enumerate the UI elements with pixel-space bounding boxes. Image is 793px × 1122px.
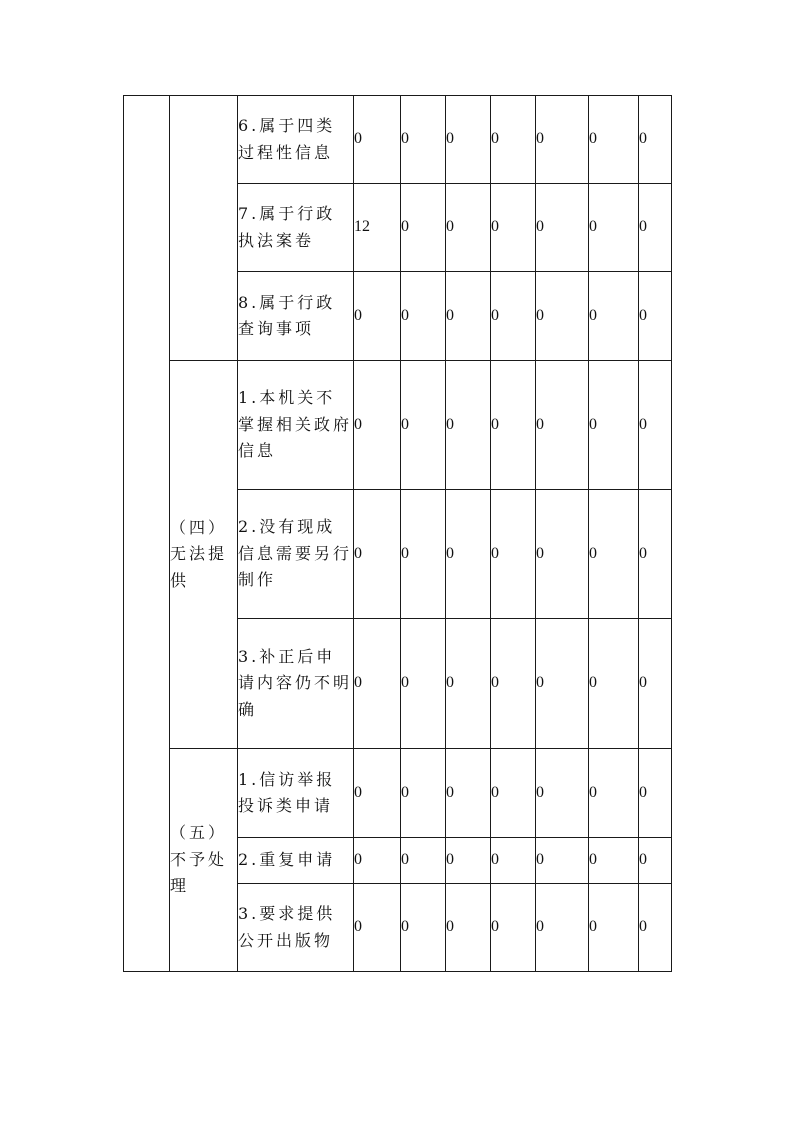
value-cell: 0	[354, 96, 401, 184]
value-cell: 0	[354, 884, 401, 972]
value-cell: 0	[401, 184, 446, 272]
value-cell: 0	[401, 361, 446, 490]
group-cell-empty	[170, 96, 238, 361]
value-cell: 0	[589, 490, 639, 619]
row-label: 7.属于行政执法案卷	[238, 184, 354, 272]
value-cell: 0	[589, 838, 639, 884]
value-cell: 0	[354, 749, 401, 838]
value-cell: 0	[354, 272, 401, 361]
value-cell: 0	[589, 361, 639, 490]
value-cell: 0	[536, 361, 589, 490]
row-label: 3.补正后申请内容仍不明确	[238, 619, 354, 749]
row-label: 8.属于行政查询事项	[238, 272, 354, 361]
value-cell: 0	[639, 184, 672, 272]
value-cell: 0	[491, 272, 536, 361]
value-cell: 0	[589, 184, 639, 272]
value-cell: 0	[401, 749, 446, 838]
outer-category-cell	[124, 96, 170, 972]
value-cell: 0	[639, 361, 672, 490]
value-cell: 0	[536, 749, 589, 838]
value-cell: 0	[354, 619, 401, 749]
value-cell: 0	[536, 838, 589, 884]
row-label: 6.属于四类过程性信息	[238, 96, 354, 184]
value-cell: 0	[491, 838, 536, 884]
group-title: （五）不予处理	[170, 749, 238, 972]
value-cell: 0	[401, 272, 446, 361]
value-cell: 0	[589, 96, 639, 184]
value-cell: 0	[446, 272, 491, 361]
row-label: 1.本机关不掌握相关政府信息	[238, 361, 354, 490]
value-cell: 0	[536, 884, 589, 972]
value-cell: 0	[639, 490, 672, 619]
value-cell: 0	[589, 272, 639, 361]
table-row	[124, 749, 672, 838]
value-cell: 0	[639, 884, 672, 972]
value-cell: 0	[536, 184, 589, 272]
value-cell: 0	[491, 184, 536, 272]
table-row	[124, 361, 672, 490]
value-cell: 0	[639, 749, 672, 838]
value-cell: 0	[354, 838, 401, 884]
value-cell: 0	[536, 490, 589, 619]
value-cell: 0	[446, 619, 491, 749]
value-cell: 0	[536, 96, 589, 184]
value-cell: 12	[354, 184, 401, 272]
value-cell: 0	[589, 619, 639, 749]
value-cell: 0	[491, 361, 536, 490]
value-cell: 0	[446, 490, 491, 619]
value-cell: 0	[491, 884, 536, 972]
row-label: 1.信访举报投诉类申请	[238, 749, 354, 838]
value-cell: 0	[446, 838, 491, 884]
value-cell: 0	[446, 96, 491, 184]
value-cell: 0	[639, 619, 672, 749]
group-title: （四）无法提供	[170, 361, 238, 749]
value-cell: 0	[446, 361, 491, 490]
value-cell: 0	[491, 619, 536, 749]
value-cell: 0	[401, 619, 446, 749]
value-cell: 0	[589, 749, 639, 838]
value-cell: 0	[401, 96, 446, 184]
disclosure-table	[123, 95, 672, 972]
value-cell: 0	[401, 884, 446, 972]
table-row	[124, 96, 672, 184]
value-cell: 0	[446, 184, 491, 272]
value-cell: 0	[589, 884, 639, 972]
value-cell: 0	[639, 272, 672, 361]
value-cell: 0	[354, 361, 401, 490]
value-cell: 0	[491, 749, 536, 838]
value-cell: 0	[639, 838, 672, 884]
value-cell: 0	[354, 490, 401, 619]
value-cell: 0	[401, 490, 446, 619]
row-label: 2.没有现成信息需要另行制作	[238, 490, 354, 619]
value-cell: 0	[401, 838, 446, 884]
row-label: 2.重复申请	[238, 838, 354, 884]
value-cell: 0	[639, 96, 672, 184]
value-cell: 0	[491, 96, 536, 184]
value-cell: 0	[446, 884, 491, 972]
value-cell: 0	[536, 619, 589, 749]
row-label: 3.要求提供公开出版物	[238, 884, 354, 972]
value-cell: 0	[446, 749, 491, 838]
value-cell: 0	[491, 490, 536, 619]
value-cell: 0	[536, 272, 589, 361]
